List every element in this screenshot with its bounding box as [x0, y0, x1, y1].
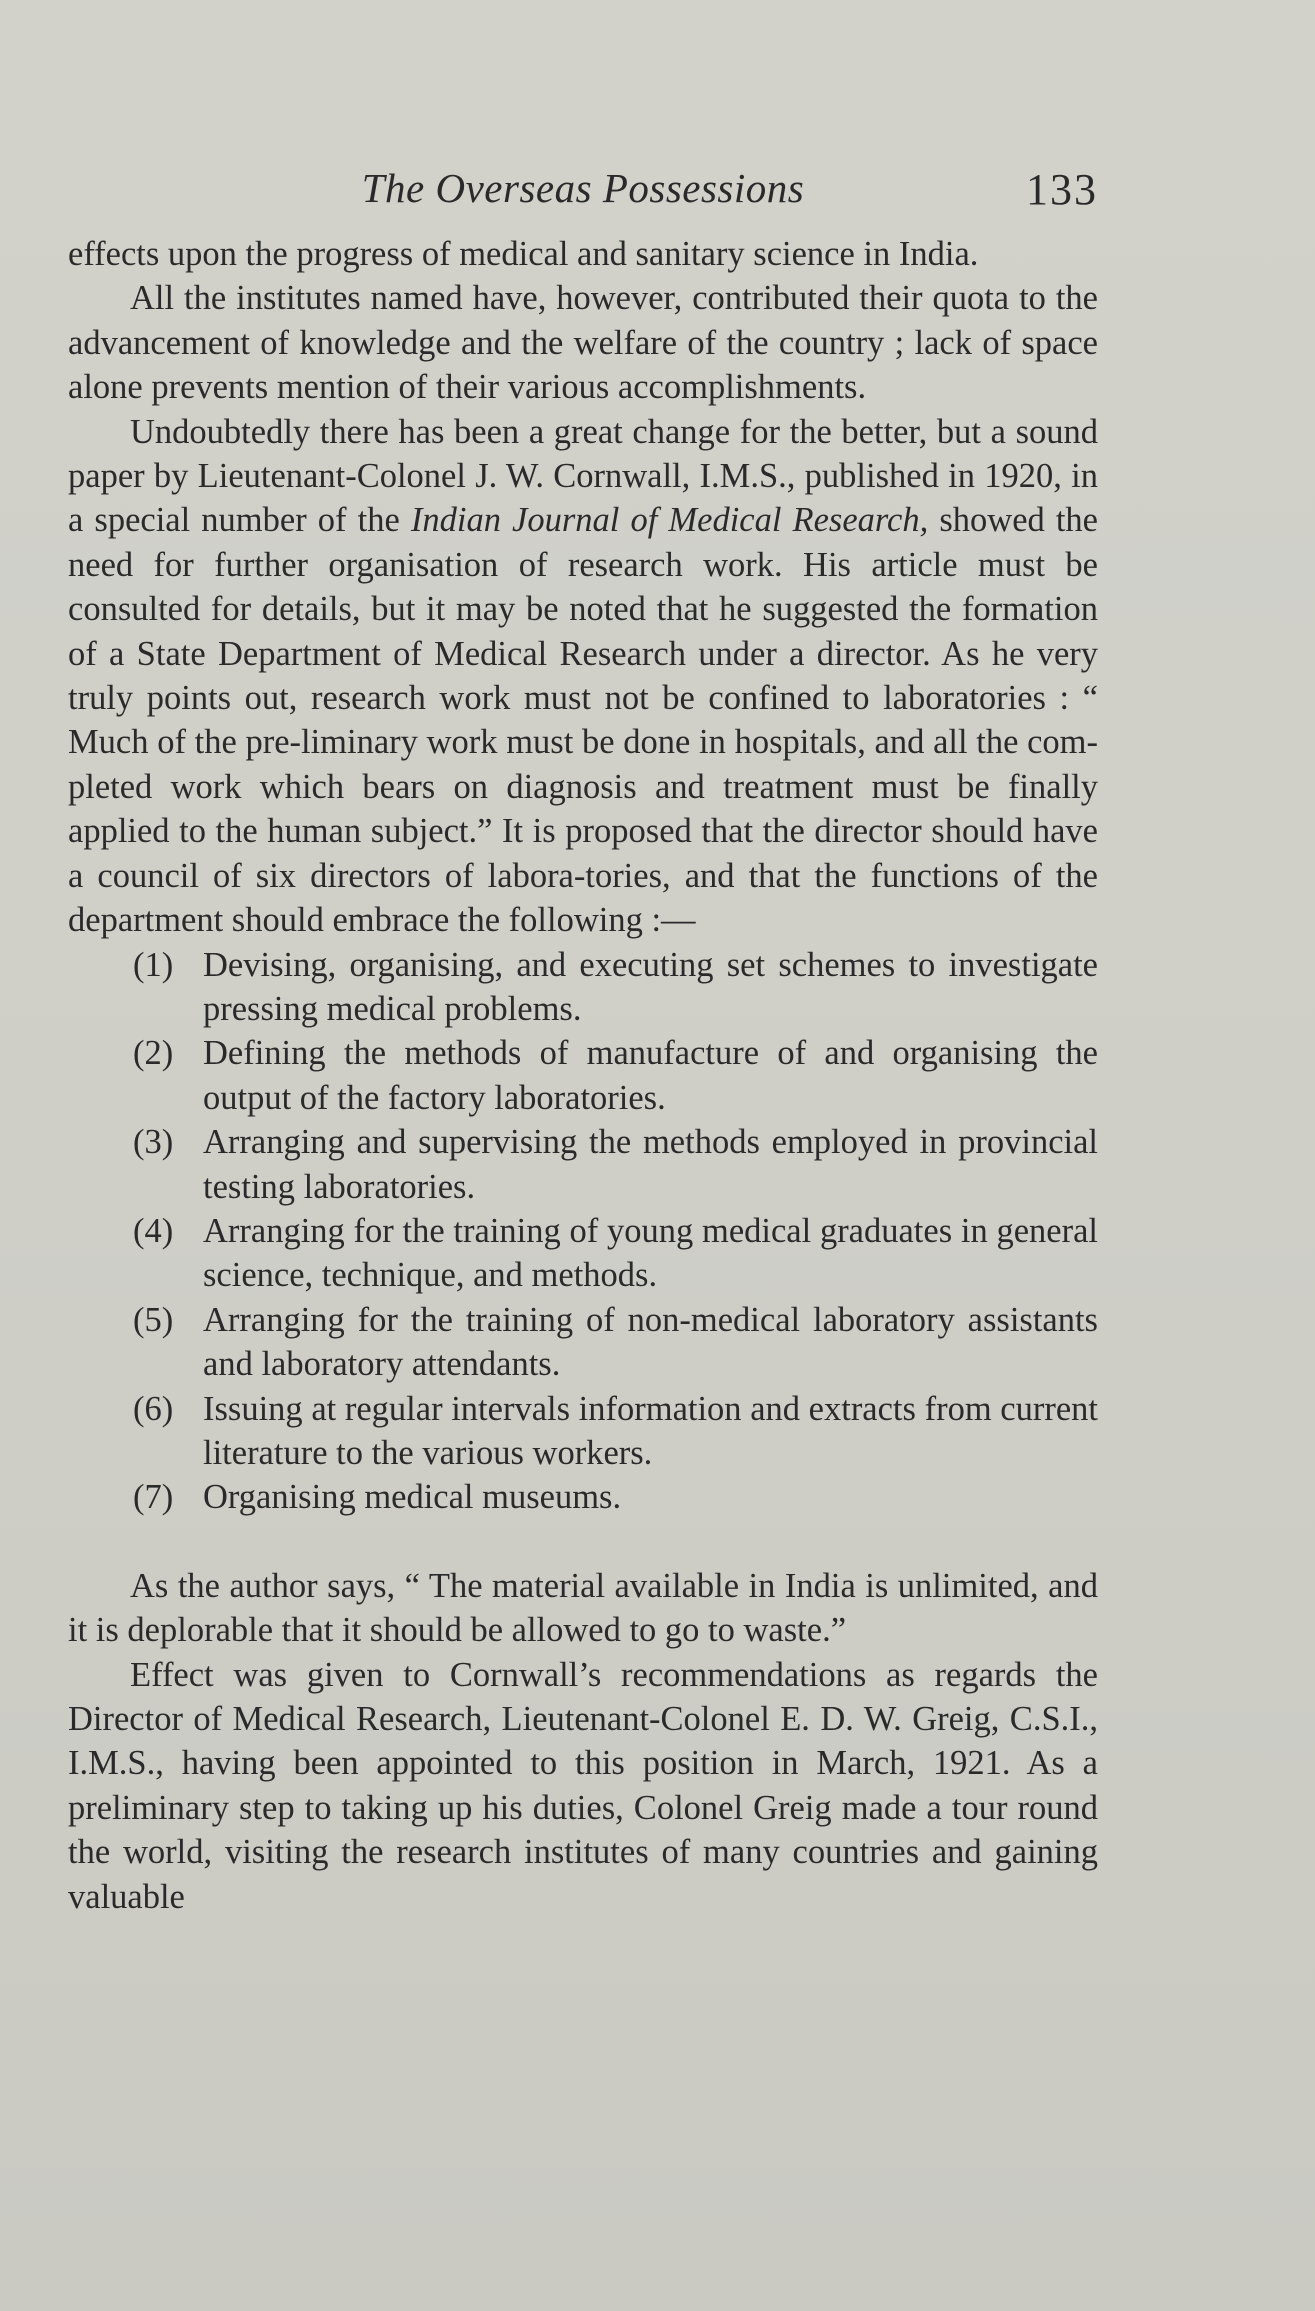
functions-list [68, 943, 1098, 1520]
list-item-number: (6) [133, 1389, 174, 1428]
list-item-number: (1) [133, 945, 174, 984]
paragraph-2: All the institutes named have, however, contributed their quota to the advancement of knowledge and the welfare of the country ; lack of space alone prevents mention of their various accomplishments. [68, 279, 1098, 407]
list-item [68, 1031, 1098, 1120]
paragraph-3-text-b: showed the need for further organisation of research work. His article must be consulted for details, but it may be noted that he suggested the formation of a State Department of Medical Research under a director. As he very truly points out, research work must not be confined to laboratories : “ Much of the pre-liminary work must be done in hospitals, and all the com-pleted work which bears on diagnosis and treatment must be finally applied to the human subject.” It is proposed that the director should have a council of six directors of labora-tories, and that the functions of the department should embrace the following :— [68, 501, 1098, 940]
paragraph-3-text-a: Undoubtedly there has been a great change for the better, but a sound paper by Lieutenant-Colonel J. W. Cornwall, I.M.S., published in 1920, in a special number of the [68, 412, 1098, 540]
page-number: 133 [1026, 165, 1098, 214]
page-header [68, 160, 1098, 216]
paragraph-4: As the author says, “ The material available in India is unlimited, and it is deplorable that it should be allowed to go to waste.” [68, 1566, 1098, 1650]
list-item-text: Issuing at regular intervals information and extracts from current literature to the various workers. [203, 1389, 1098, 1472]
list-item-text: Arranging for the training of young medical graduates in general science, technique, and methods. [203, 1211, 1098, 1295]
list-item [68, 1298, 1098, 1387]
paragraph-5: Effect was given to Cornwall’s recommendations as regards the Director of Medical Research, Lieutenant-Colonel E. D. W. Greig, C.S.I., I.M.S., having been appointed to this position in March, 1921. As a preliminary step to taking up his duties, Colonel Greig made a tour round the world, visiting the research institutes of many countries and gaining valuable [68, 1655, 1098, 1916]
list-item [68, 1387, 1098, 1476]
journal-title: Indian Journal of Medical Research, [410, 501, 929, 540]
list-item-text: Arranging and supervising the methods employed in provincial testing laboratories. [203, 1123, 1098, 1206]
list-item [68, 1209, 1098, 1298]
list-item-text: Defining the methods of manufacture of and organising the output of the factory laboratories. [203, 1034, 1098, 1117]
body-text [68, 232, 1098, 1919]
running-title: The Overseas Possessions [361, 165, 805, 211]
list-item-number: (4) [133, 1211, 174, 1250]
list-item-number: (7) [133, 1478, 174, 1517]
paragraph-gap [68, 1520, 1098, 1564]
list-item [68, 1475, 1098, 1519]
list-item-number: (2) [133, 1034, 174, 1073]
list-item-number: (3) [133, 1123, 174, 1162]
list-item-text: Devising, organising, and executing set schemes to investigate pressing medical problems. [203, 945, 1098, 1028]
paragraph-1: effects upon the progress of medical and sanitary science in India. [68, 235, 979, 273]
list-item [68, 943, 1098, 1032]
list-item-text: Arranging for the training of non-medical laboratory assistants and laboratory attendants. [203, 1300, 1098, 1384]
paragraph-3 [68, 410, 1098, 943]
list-item [68, 1120, 1098, 1209]
list-item-text: Organising medical museums. [203, 1478, 622, 1517]
list-item-number: (5) [133, 1300, 174, 1339]
